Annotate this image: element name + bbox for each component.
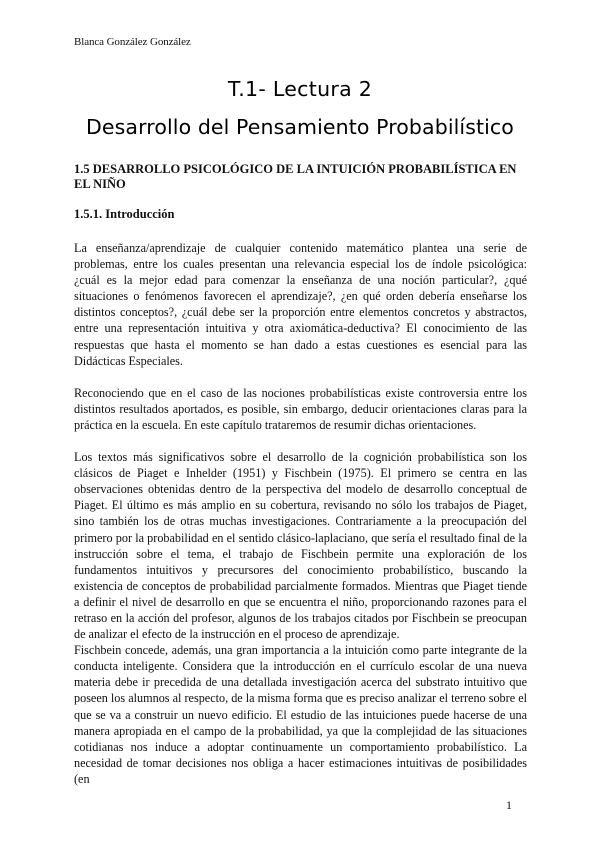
paragraph: Fischbein concede, además, una gran importancia a la intuición como parte integrante de la conducta inteligente. Considera que la introducción en el currículo escolar de una nueva materia debe ir precedida de una detallada investigación acerca del substrato intuitivo que poseen los alumnos al respecto, de la misma forma que es preciso analizar el terreno sobre el que se va a construir un nuevo edificio. El estudio de las intuiciones puede hacerse de una manera apropiada en el campo de la probabilidad, ya que la complejidad de las situaciones cotidianas nos induce a adoptar continuamente un comportamiento probabilístico. La necesidad de tomar decisiones nos obliga a hacer estimaciones intuitivas de posibilidades (en bbox=[74, 643, 527, 786]
paragraph: Reconociendo que en el caso de las nociones probabilísticas existe controversia entre los distintos resultados aportados, es posible, sin embargo, deducir orientaciones claras para la práctica en la escuela. En este capítulo trataremos de resumir dichas orientaciones. bbox=[74, 385, 527, 432]
body-text bbox=[74, 240, 527, 787]
subsection-heading: 1.5.1. Introducción bbox=[74, 207, 175, 221]
paragraph: Los textos más significativos sobre el desarrollo de la cognición probabilística son los clásicos de Piaget e Inhelder (1951) y Fischbein (1975). El primero se centra en las observaciones obtenidas dentro de la perspectiva del modelo de desarrollo conceptual de Piaget. El último es más amplio en su cobertura, revisando no sólo los trabajos de Piaget, sino también los de otras muchas investigaciones. Contrariamente a la preocupación del primero por la probabilidad en el sentido clásico-laplaciano, que sería el resultado final de la instrucción sobre el tema, el trabajo de Fischbein permite una exploración de los fundamentos intuitivos y precursores del conocimiento probabilístico, buscando la existencia de conceptos de probabilidad parcialmente formados. Mientras que Piaget tiende a definir el nivel de desarrollo en que se encuentra el niño, proporcionando razones para el retraso en la acción del profesor, algunos de los trabajos citados por Fischbein se preocupan de analizar el efecto de la instrucción en el proceso de aprendizaje. bbox=[74, 450, 527, 642]
page-number: 1 bbox=[506, 798, 512, 812]
document-title-reading: T.1- Lectura 2 bbox=[227, 77, 373, 101]
running-header-author: Blanca González González bbox=[74, 36, 191, 48]
document-title-topic: Desarrollo del Pensamiento Probabilístico bbox=[86, 115, 514, 139]
section-heading: 1.5 DESARROLLO PSICOLÓGICO DE LA INTUICIÓN PROBABILÍSTICA EN EL NIÑO bbox=[74, 162, 517, 191]
title-block bbox=[60, 76, 540, 140]
paragraph: La enseñanza/aprendizaje de cualquier contenido matemático plantea una serie de problemas, entre los cuales presentan una relevancia especial los de índole psicológica: ¿cuál es la mejor edad para comenzar la enseñanza de una noción particular?, ¿qué situaciones o fenómenos favorecen el aprendizaje?, ¿en qué orden debería enseñarse los distintos conceptos?, ¿cuál debe ser la proporción entre elementos concretos y abstractos, entre una representación intuitiva y otra axiomática-deductiva? El conocimiento de las respuestas que hasta el momento se han dado a estas cuestiones es esencial para las Didácticas Especiales. bbox=[74, 241, 527, 368]
